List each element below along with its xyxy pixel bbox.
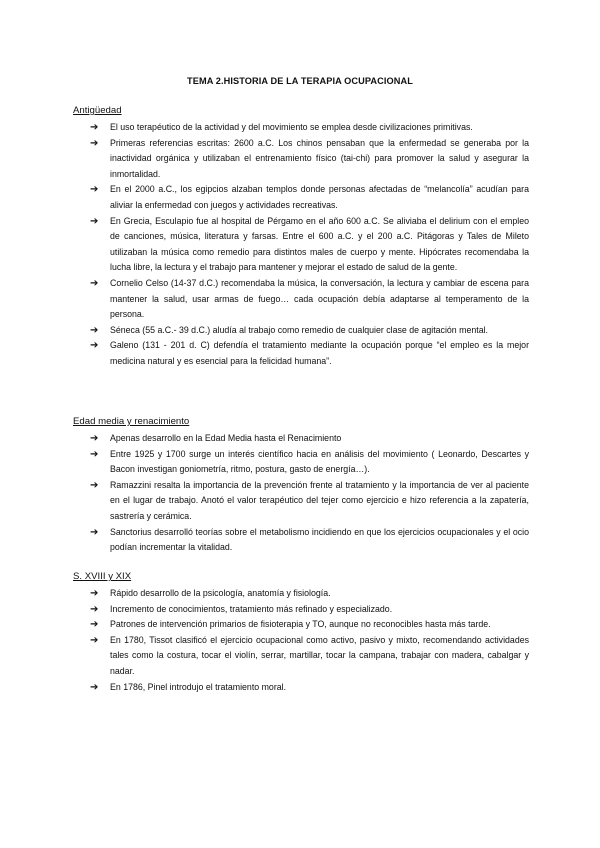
right-arrow-icon: ➔ [90,588,99,599]
list-item: ➔ Cornelio Celso (14-37 d.C.) recomendaba la música, la conversación, la lectura y cambiar de escena para mantener la salud, usar armas de fuego… cada ocupación debía adaptarse al temperamento de la persona. [90,277,529,320]
section-heading: S. XVIII y XIX [73,571,132,582]
bullet-list [73,120,529,370]
right-arrow-icon: ➔ [90,324,99,336]
bullet-list [73,586,529,695]
right-arrow-icon: ➔ [90,603,99,615]
right-arrow-icon: ➔ [90,526,99,538]
right-arrow-icon: ➔ [90,340,99,352]
list-item: ➔ El uso terapéutico de la actividad y del movimiento se emplea desde civilizaciones primitivas. [73,120,529,136]
bullet-list [73,431,529,556]
section-edad-media [73,415,529,556]
right-arrow-icon: ➔ [90,479,99,491]
list-item: ➔ Ramazzini resalta la importancia de la prevención frente al tratamiento y la importancia de ver al paciente en el lugar de trabajo. Anotó el valor terapéutico del tejer como ejercicio e hizo referencia a la zapatería, sastrería y cerámica. [90,479,529,521]
section-heading: Antigüedad [73,105,122,116]
list-item: ➔ En 1786, Pinel introdujo el tratamiento moral. [73,680,529,696]
section-heading: Edad media y renacimiento [73,416,190,427]
list-item: ➔ Apenas desarrollo en la Edad Media hasta el Renacimiento [73,431,529,447]
list-item: ➔ Primeras referencias escritas: 2600 a.C. Los chinos pensaban que la enfermedad se generaba por la inactividad orgánica y utilizaban el entrenamiento físico (tai-chi) para promover la salud y asegurar la inmortalidad. [90,137,529,179]
right-arrow-icon: ➔ [90,619,99,631]
right-arrow-icon: ➔ [90,634,99,646]
section-antiguedad [73,104,529,370]
right-arrow-icon: ➔ [90,215,99,227]
list-item: ➔ Patrones de intervención primarios de fisioterapia y TO, aunque no reconocibles hasta más tarde. [73,617,529,633]
right-arrow-icon: ➔ [90,681,99,693]
right-arrow-icon: ➔ [90,122,99,133]
right-arrow-icon: ➔ [90,433,99,444]
right-arrow-icon: ➔ [90,448,99,460]
list-item: ➔ Incremento de conocimientos, tratamiento más refinado y especializado. [73,602,529,618]
list-item: ➔ Sanctorius desarrolló teorías sobre el metabolismo incidiendo en que los ejercicios ocupacionales y el ocio podían incrementar la vitalidad. [90,526,529,553]
right-arrow-icon: ➔ [90,277,99,289]
list-item: ➔ Entre 1925 y 1700 surge un interés científico hacia en análisis del movimiento ( Leonardo, Descartes y Bacon investigan goniometría, ritmo, postura, gasto de energía…). [90,448,529,475]
list-item: ➔ Rápido desarrollo de la psicología, anatomía y fisiología. [73,586,529,602]
right-arrow-icon: ➔ [90,184,99,196]
list-item: ➔ Séneca (55 a.C.- 39 d.C.) aludía al trabajo como remedio de cualquier clase de agitación mental. [73,323,529,339]
section-s-xviii-xix [73,570,529,695]
list-item: ➔ En 1780, Tissot clasificó el ejercicio ocupacional como activo, pasivo y mixto, recomendando actividades tales como la costura, tocar el violín, serrar, martillar, tocar la campana, trabajar con madera, cabalgar y nadar. [90,634,529,676]
list-item: ➔ En Grecia, Esculapio fue al hospital de Pérgamo en el año 600 a.C. Se aliviaba el delirium con el empleo de canciones, música, literatura y farsas. Entre el 600 a.C. y el 200 a.C. Pitágoras y Tales de Mileto utilizaban la música como remedio para distintos males de cuerpo y mente. Hipócrates recomendaba la lucha libre, la lectura y el trabajo para mantener y mejorar el estado de salud de la gente. [90,215,529,273]
document-title: TEMA 2.HISTORIA DE LA TERAPIA OCUPACIONAL [187,76,413,86]
list-item: ➔ En el 2000 a.C., los egipcios alzaban templos donde personas afectadas de “melancolía” acudían para aliviar la enfermedad con juegos y actividades recreativas. [90,184,529,210]
right-arrow-icon: ➔ [90,137,99,149]
list-item: ➔ Galeno (131 - 201 d. C) defendía el tratamiento mediante la ocupación porque “el empleo es la mejor medicina natural y es esencial para la felicidad humana”. [90,340,529,366]
